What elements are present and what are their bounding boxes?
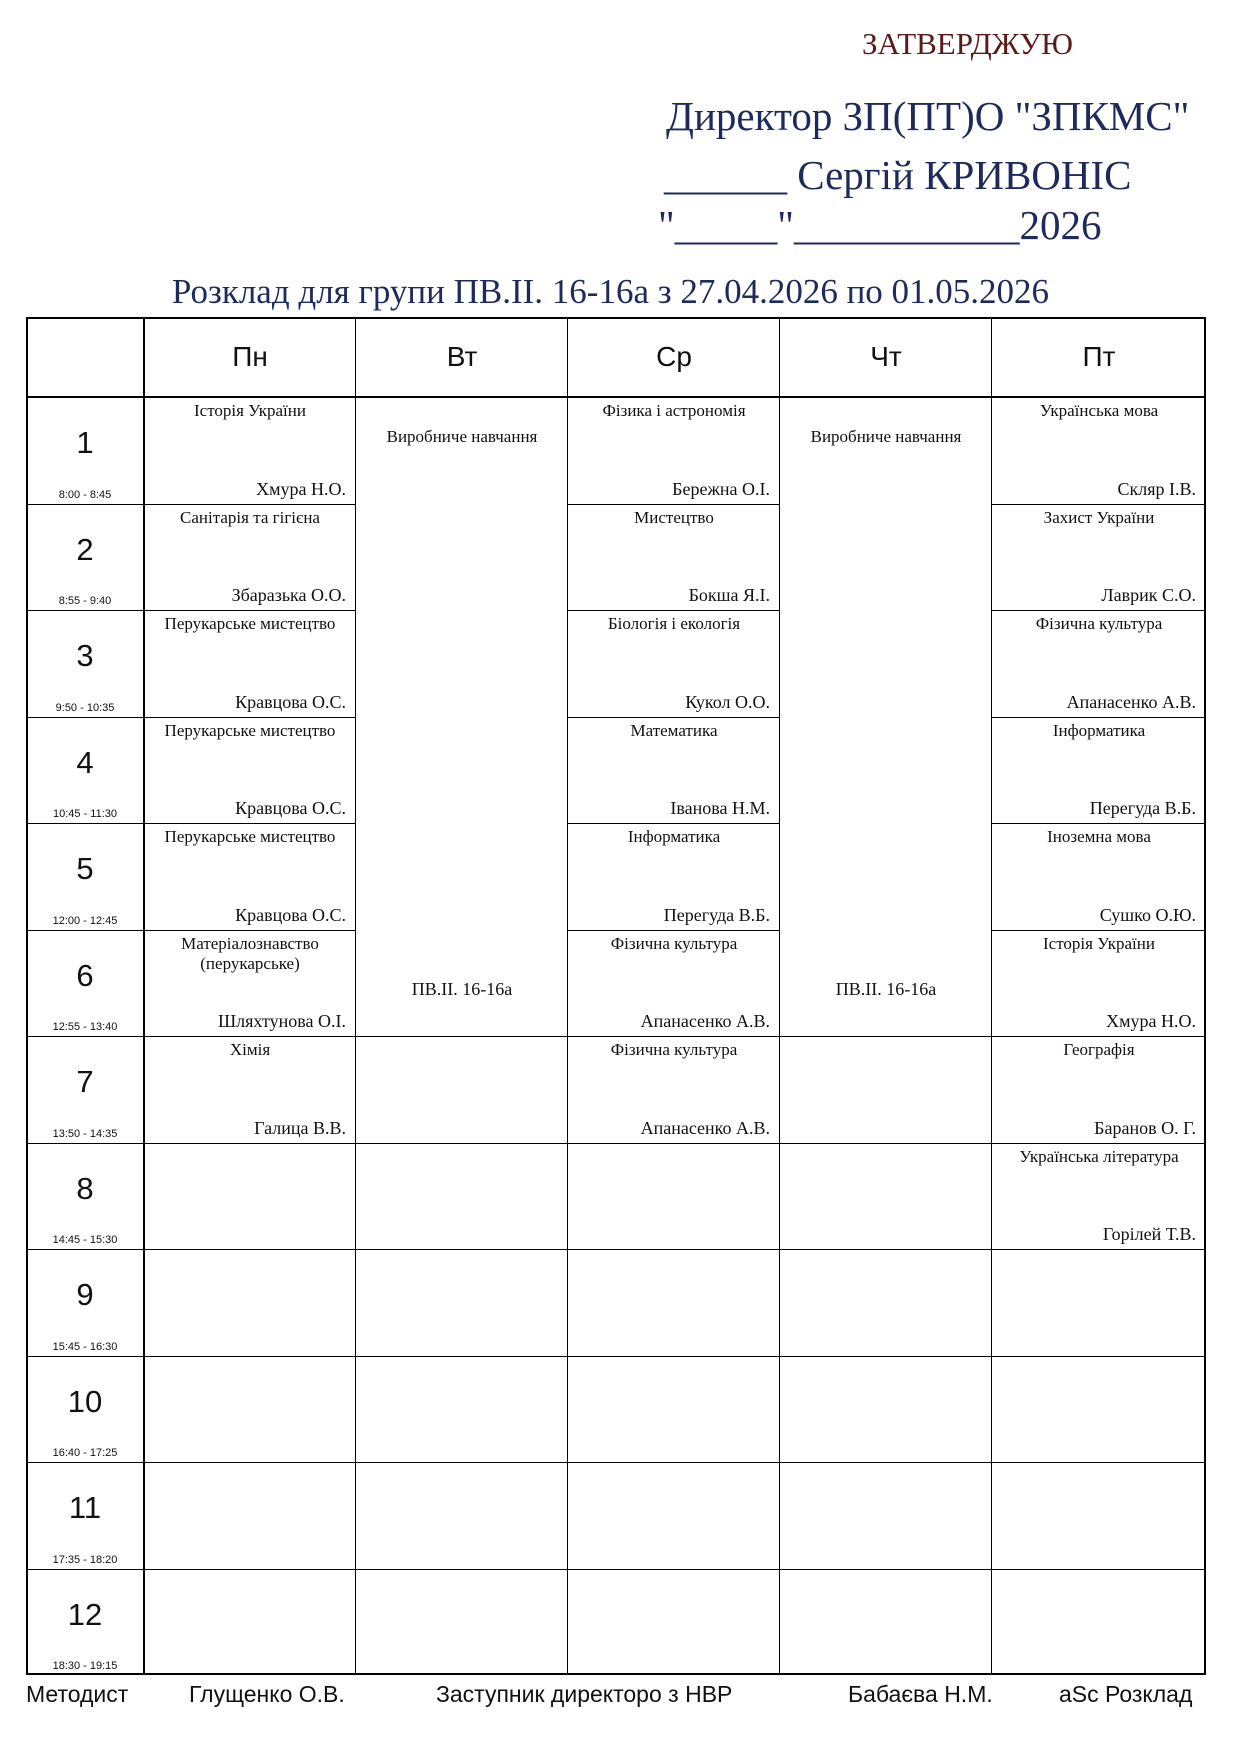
lesson-subject: Українська мова	[1039, 401, 1159, 420]
period-time: 8:55 - 9:40	[58, 595, 112, 607]
schedule-title: Розклад для групи ПВ.ІІ. 16-16а з 27.04.2026 по 01.05.2026	[171, 272, 1050, 311]
practical-training-group: ПВ.ІІ. 16-16а	[835, 979, 937, 999]
lesson-teacher: Апанасенко А.В.	[640, 1117, 770, 1138]
lesson-subject: Хімія	[229, 1040, 271, 1059]
period-number: 8	[76, 1170, 94, 1206]
lesson-cell	[568, 504, 780, 611]
lesson-subject: Перукарське мистецтво	[164, 614, 336, 633]
methodist-label: Методист	[26, 1681, 129, 1707]
lesson-cell	[568, 717, 780, 824]
lesson-subject: Фізика і астрономія	[602, 401, 746, 420]
lesson-teacher: Кукол О.О.	[685, 691, 770, 712]
signature-line: ______ Сергій КРИВОНІС	[664, 152, 1132, 198]
lesson-subject: Захист України	[1043, 507, 1155, 527]
period-number: 11	[68, 1490, 102, 1525]
lesson-cell	[992, 717, 1206, 824]
lesson-cell	[144, 930, 356, 1037]
period-number: 2	[76, 531, 94, 567]
day-header: Пн	[232, 341, 268, 372]
lesson-teacher: Кравцова О.С.	[235, 691, 346, 712]
lesson-teacher: Хмура Н.О.	[1106, 1011, 1196, 1031]
period-time: 15:45 - 16:30	[52, 1340, 118, 1353]
table-border-bottom	[26, 1673, 1206, 1675]
lesson-subject: Інформатика	[1052, 720, 1146, 740]
period-cell	[26, 823, 144, 930]
lesson-subject: Перукарське мистецтво	[164, 720, 336, 740]
lesson-teacher: Апанасенко А.В.	[1066, 691, 1196, 712]
lesson-teacher: Скляр І.В.	[1117, 478, 1196, 499]
methodist-name: Глущенко О.В.	[189, 1681, 345, 1707]
lesson-subject: Перукарське мистецтво	[164, 827, 336, 846]
day-header: Чт	[870, 341, 902, 372]
period-cell	[26, 1356, 144, 1463]
period-time: 12:55 - 13:40	[52, 1021, 118, 1033]
lesson-cell	[144, 1036, 356, 1143]
day-header: Вт	[446, 341, 478, 372]
lesson-cell	[144, 610, 356, 717]
row-divider	[26, 1462, 1206, 1463]
day-header: Ср	[656, 341, 692, 372]
lesson-teacher: Хмура Н.О.	[256, 478, 346, 499]
lesson-subject: Мистецтво	[634, 507, 714, 527]
period-number: 6	[76, 957, 94, 993]
lesson-teacher: Горілей Т.В.	[1102, 1224, 1196, 1244]
lesson-teacher: Іванова Н.М.	[670, 798, 770, 818]
lesson-subject: Українська література	[1019, 1146, 1179, 1166]
period-cell	[26, 1036, 144, 1143]
period-time: 16:40 - 17:25	[52, 1447, 118, 1459]
lesson-cell	[568, 397, 780, 504]
lesson-cell	[568, 823, 780, 930]
row-divider	[26, 1356, 1206, 1357]
lesson-cell	[992, 504, 1206, 611]
lesson-subject: Географія	[1063, 1040, 1135, 1059]
period-number: 1	[76, 425, 94, 460]
period-number: 9	[76, 1277, 94, 1312]
period-time: 13:50 - 14:35	[52, 1127, 118, 1140]
period-cell	[26, 504, 144, 611]
period-cell	[26, 1569, 144, 1676]
lesson-subject: Фізична культура	[610, 1040, 738, 1059]
lesson-cell	[144, 397, 356, 504]
period-number: 7	[76, 1064, 94, 1099]
lesson-cell	[568, 1036, 780, 1143]
lesson-teacher: Апанасенко А.В.	[640, 1011, 770, 1031]
lesson-cell	[144, 823, 356, 930]
lesson-teacher: Бережна О.І.	[672, 478, 770, 499]
lesson-subject: Інформатика	[627, 827, 721, 846]
period-number: 4	[76, 744, 94, 780]
lesson-subject: Історія України	[1043, 933, 1155, 953]
lesson-teacher: Бокша Я.І.	[688, 585, 770, 605]
lesson-cell	[568, 930, 780, 1037]
period-number: 10	[67, 1383, 103, 1419]
period-time: 12:00 - 12:45	[52, 914, 118, 927]
lesson-subject: Математика	[630, 720, 718, 740]
lesson-subject: Санітарія та гігієна	[180, 507, 320, 527]
lesson-teacher: Кравцова О.С.	[235, 798, 346, 818]
lesson-cell	[992, 610, 1206, 717]
lesson-subject: Фізична культура	[1035, 614, 1163, 633]
lesson-teacher: Баранов О. Г.	[1094, 1117, 1196, 1138]
row-divider	[26, 1569, 1206, 1570]
period-cell	[26, 397, 144, 504]
deputy-label: Заступник директоро з НВР	[436, 1681, 733, 1707]
lesson-teacher: Перегуда В.Б.	[1089, 798, 1196, 818]
lesson-cell	[568, 610, 780, 717]
day-header: Пт	[1082, 341, 1116, 372]
period-number: 3	[76, 638, 94, 673]
practical-training-group: ПВ.ІІ. 16-16а	[411, 979, 513, 999]
period-number: 5	[76, 851, 94, 886]
lesson-teacher: Шляхтунова О.І.	[218, 1011, 346, 1031]
period-cell	[26, 610, 144, 717]
lesson-cell	[992, 1143, 1206, 1250]
approval-label: ЗАТВЕРДЖУЮ	[862, 26, 1073, 61]
period-cell	[26, 1143, 144, 1250]
deputy-name: Бабаєва Н.М.	[848, 1681, 993, 1707]
lesson-teacher: Галица В.В.	[254, 1117, 346, 1138]
lesson-subject: Іноземна мова	[1047, 827, 1151, 846]
practical-training-block	[356, 397, 568, 1036]
practical-training-block	[780, 397, 992, 1036]
period-cell	[26, 1462, 144, 1569]
period-cell	[26, 1249, 144, 1356]
row-divider	[26, 1249, 1206, 1250]
lesson-teacher: Сушко О.Ю.	[1099, 904, 1196, 925]
practical-training-subject: Виробниче навчання	[386, 427, 538, 446]
lesson-cell	[144, 504, 356, 611]
lesson-subject: Історія України	[194, 401, 306, 420]
lesson-subject: Фізична культура	[610, 933, 738, 953]
period-cell	[26, 717, 144, 824]
period-time: 14:45 - 15:30	[52, 1234, 118, 1246]
lesson-cell	[992, 930, 1206, 1037]
practical-training-subject: Виробниче навчання	[810, 427, 962, 446]
date-line: "_____"___________2026	[658, 202, 1102, 248]
period-time: 18:30 - 19:15	[52, 1660, 118, 1672]
period-time: 17:35 - 18:20	[52, 1553, 118, 1566]
period-number: 12	[67, 1596, 103, 1632]
lesson-subject: Матеріалознавство (перукарське)	[181, 933, 319, 973]
lesson-teacher: Збаразька О.О.	[231, 585, 346, 605]
lesson-teacher: Лаврик С.О.	[1101, 585, 1196, 605]
director-title: Директор ЗП(ПТ)О "ЗПКМС"	[666, 93, 1190, 139]
period-time: 8:00 - 8:45	[58, 488, 112, 501]
lesson-cell	[992, 397, 1206, 504]
period-time: 9:50 - 10:35	[55, 701, 115, 714]
lesson-cell	[992, 1036, 1206, 1143]
lesson-teacher: Перегуда В.Б.	[663, 904, 770, 925]
software-credit: aSc Розклад	[1059, 1681, 1193, 1707]
lesson-cell	[144, 717, 356, 824]
lesson-subject: Біологія і екологія	[607, 614, 741, 633]
schedule-table	[26, 317, 1206, 1675]
lesson-teacher: Кравцова О.С.	[235, 904, 346, 925]
lesson-cell	[992, 823, 1206, 930]
period-time: 10:45 - 11:30	[52, 808, 117, 820]
period-cell	[26, 930, 144, 1037]
